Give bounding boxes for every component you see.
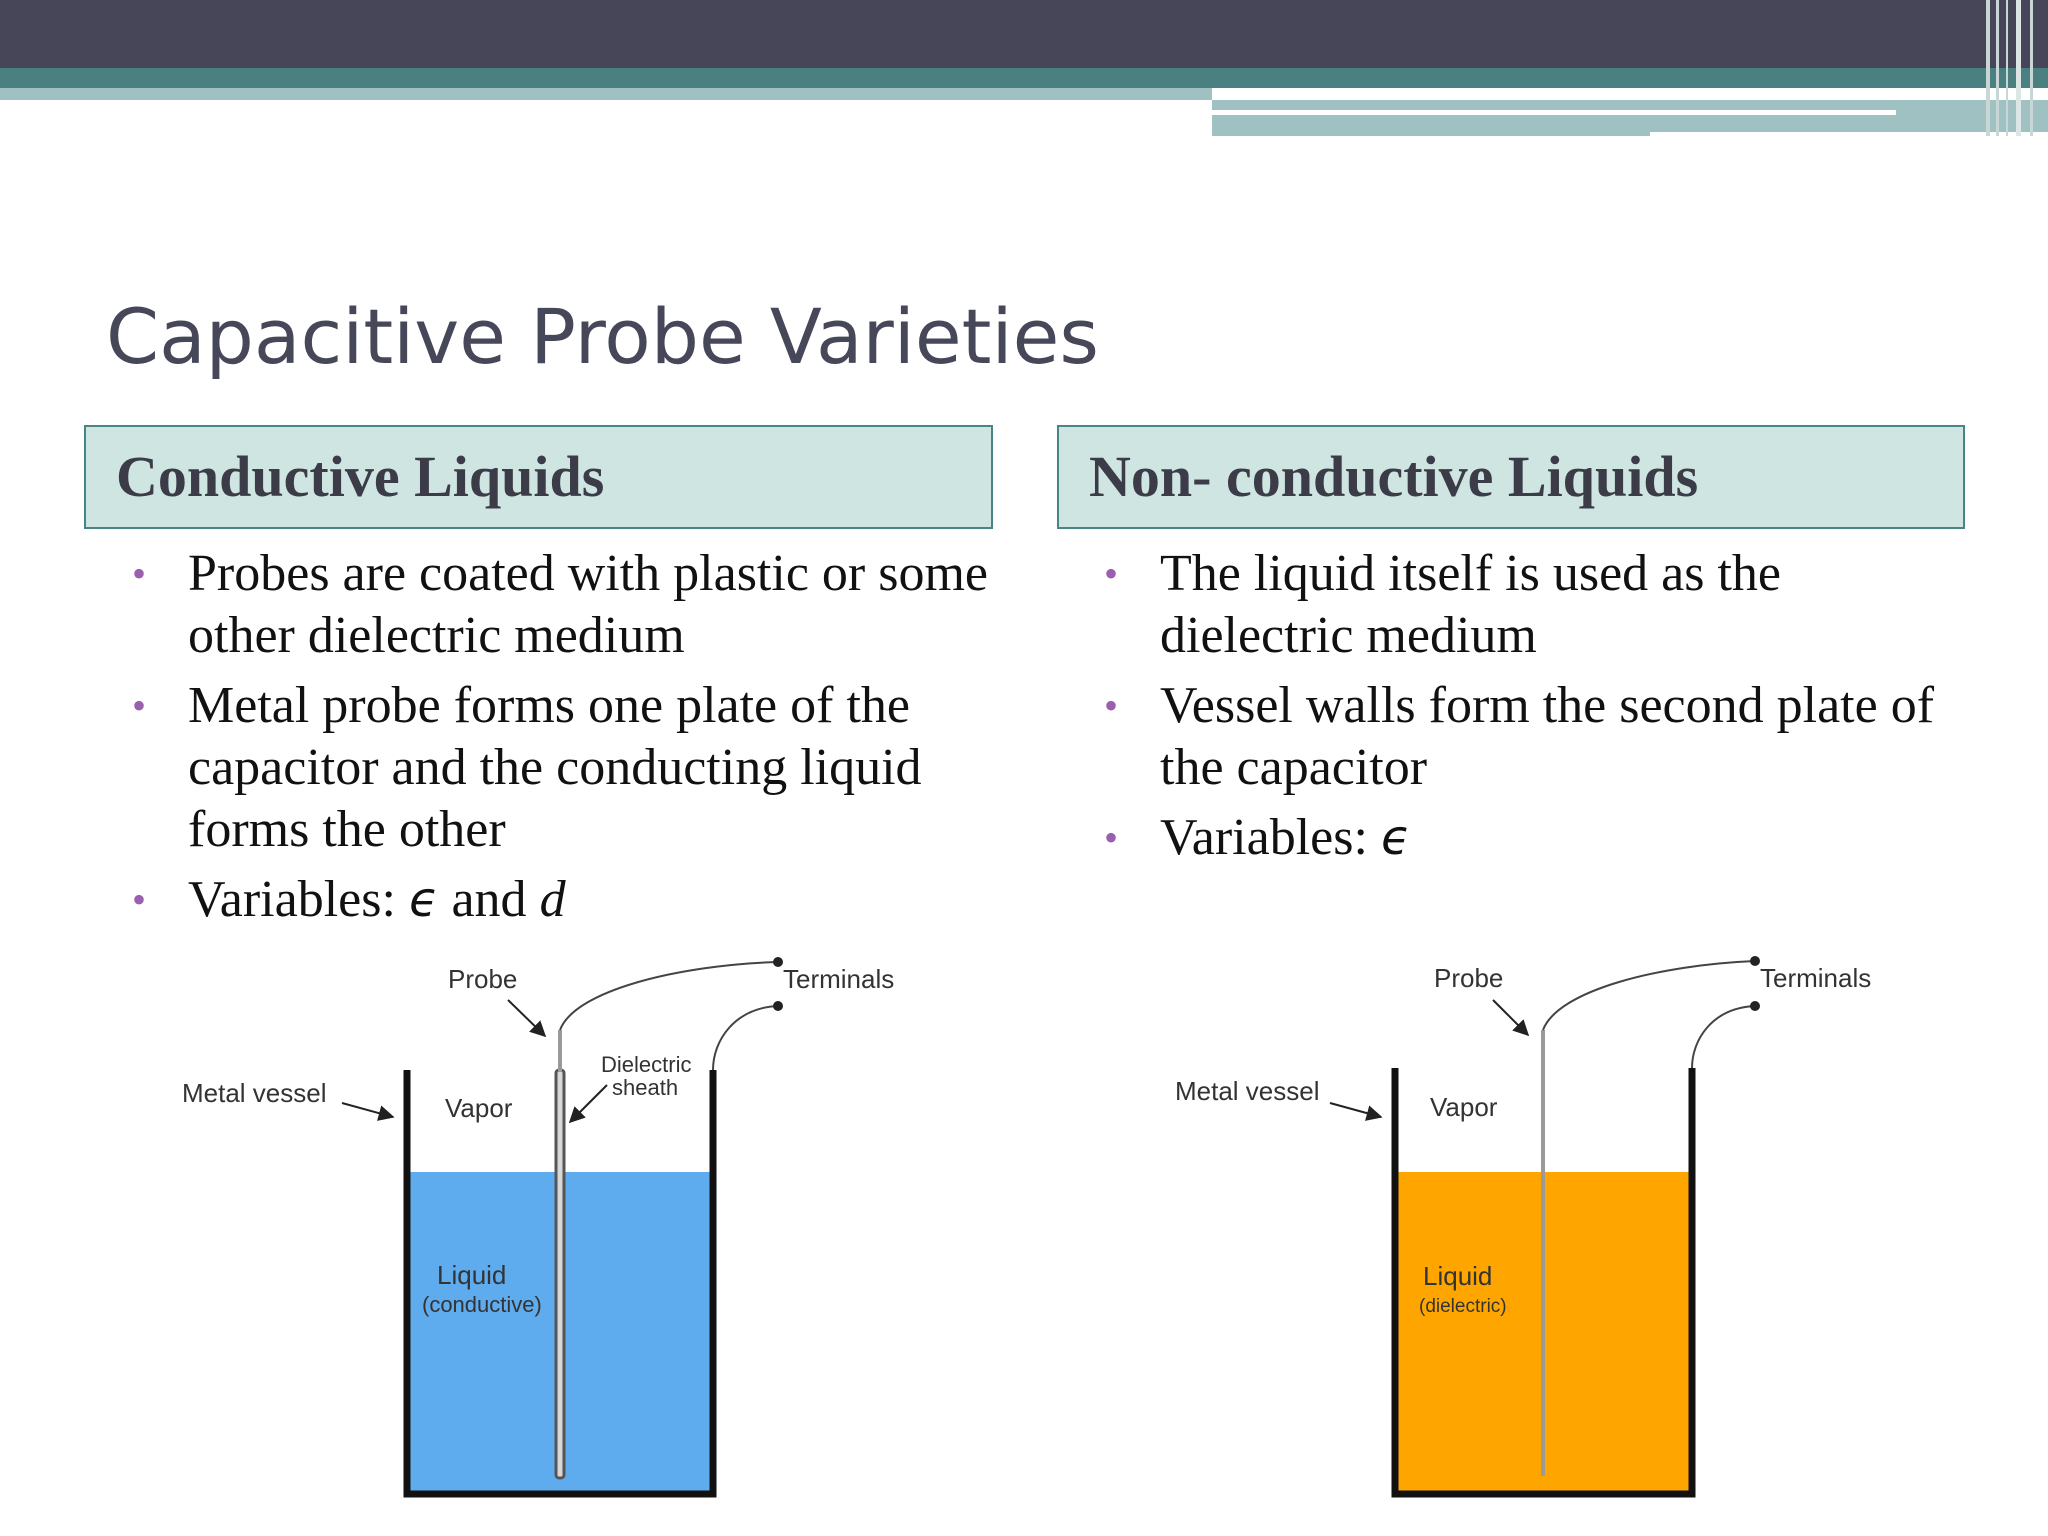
terminal-wire [560, 962, 778, 1030]
bullet-icon: • [132, 551, 147, 596]
list-item: • Probes are coated with plastic or some other dielectric medium [132, 545, 988, 664]
terminals-label: Terminals [783, 964, 895, 994]
probe [556, 1070, 564, 1478]
vapor-label: Vapor [1430, 1092, 1498, 1122]
terminal-wire [1692, 1006, 1755, 1068]
metal-vessel-label: Metal vessel [1175, 1076, 1320, 1106]
bullet-icon: • [1104, 683, 1119, 728]
liquid-type-label: (conductive) [422, 1292, 542, 1317]
slide-title: Capacitive Probe Varieties [106, 292, 1099, 381]
liquid-type-label: (dielectric) [1419, 1296, 1507, 1317]
probe-label: Probe [448, 964, 518, 994]
sheath-label: sheath [612, 1075, 679, 1100]
liquid-label: Liquid [437, 1260, 507, 1290]
bullet-icon: • [132, 877, 147, 922]
epsilon-symbol: ϵ [408, 872, 439, 928]
probe [1541, 1030, 1545, 1476]
d-symbol: d [539, 871, 566, 928]
list-item: • The liquid itself is used as the dielectric medium [1104, 545, 1782, 664]
probe-label: Probe [1434, 963, 1504, 993]
epsilon-symbol: ϵ [1380, 810, 1411, 866]
right-heading: Non- conductive Liquids [1089, 444, 1699, 509]
list-item: • Vessel walls form the second plate of the capacitor [1104, 677, 1935, 796]
bullet-icon: • [132, 683, 147, 728]
list-item: • Metal probe forms one plate of the capacitor and the conducting liquid forms the other [132, 677, 922, 858]
terminal-dot [773, 957, 783, 967]
liquid-label: Liquid [1423, 1261, 1493, 1291]
dielectric-label: Dielectric [601, 1052, 692, 1077]
terminal-wire [1543, 961, 1755, 1030]
vapor-label: Vapor [445, 1093, 513, 1123]
terminal-wire [713, 1006, 778, 1070]
metal-vessel-label: Metal vessel [182, 1078, 327, 1108]
list-item: • Variables: ϵ [1104, 807, 1984, 869]
terminals-label: Terminals [1760, 963, 1872, 993]
bullet-icon: • [1104, 815, 1119, 860]
left-heading: Conductive Liquids [116, 444, 605, 509]
terminal-dot [773, 1001, 783, 1011]
terminal-dot [1750, 956, 1760, 966]
bullet-icon: • [1104, 551, 1119, 596]
terminal-dot [1750, 1001, 1760, 1011]
list-item: • Variables: ϵ and d [132, 869, 992, 931]
